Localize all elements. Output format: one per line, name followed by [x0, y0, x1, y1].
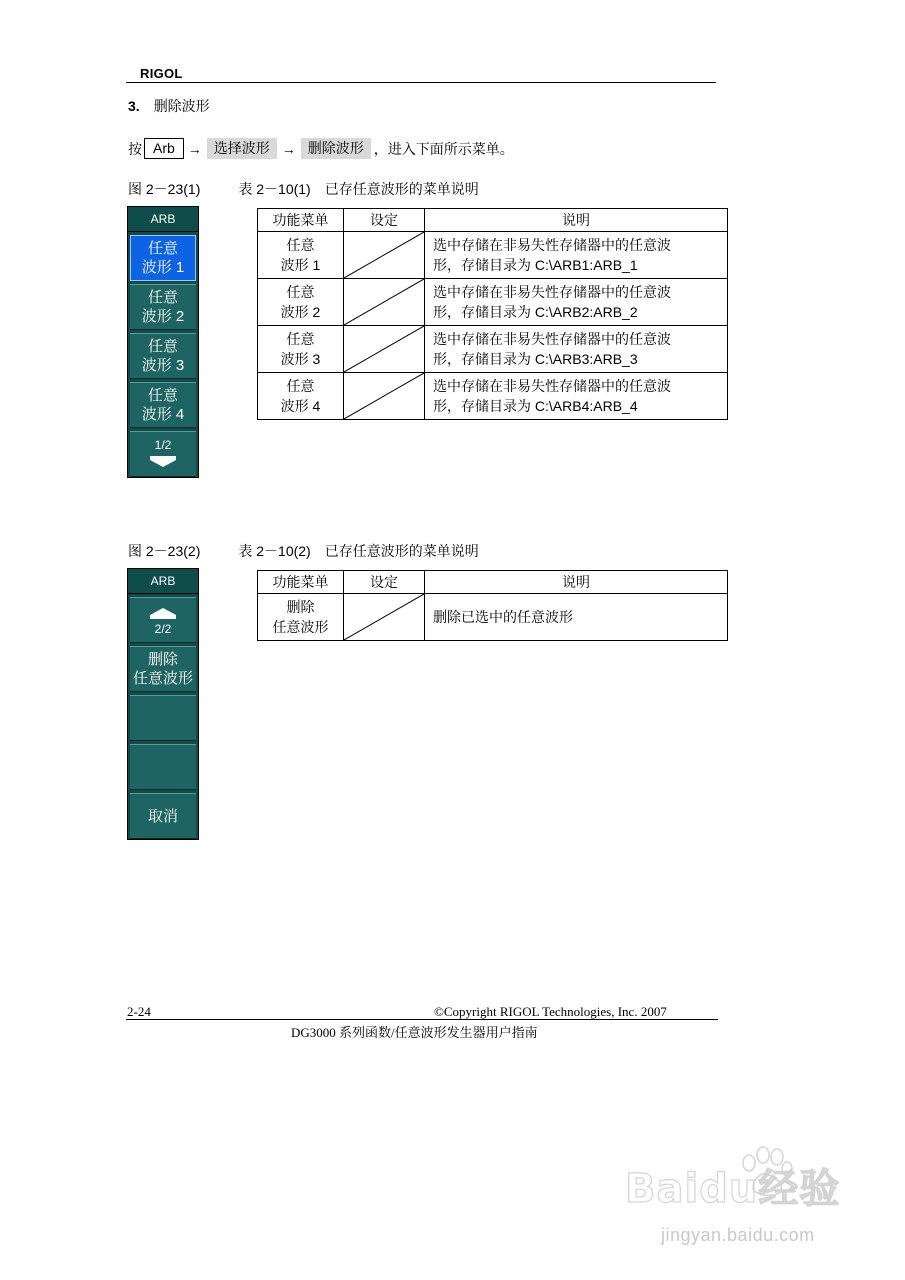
button-label: 取消: [147, 807, 178, 825]
setting-cell-empty: [344, 594, 425, 641]
instruction-suffix: ，进入下面所示菜单。: [373, 140, 514, 157]
menu-line: 波形 2: [280, 304, 321, 320]
menu2-cancel-button[interactable]: [130, 793, 196, 839]
table-row: [258, 373, 728, 420]
menu-line: 删除: [286, 599, 315, 615]
menu2-prev-page-button[interactable]: [130, 597, 196, 643]
header-setting: 设定: [344, 209, 425, 232]
desc-line: 选中存储在非易失性存储器中的任意波: [433, 331, 671, 347]
description-cell: 删除已选中的任意波形: [425, 594, 728, 641]
menu-line: 任意: [286, 284, 315, 300]
menu1-arb-waveform-4-button[interactable]: [130, 382, 196, 428]
menu-line: 任意: [286, 237, 315, 253]
copyright: ©Copyright RIGOL Technologies, Inc. 2007: [434, 1004, 667, 1019]
description-cell: [425, 373, 728, 420]
menu-description-table-1: [257, 208, 728, 420]
menu2-delete-waveform-button[interactable]: [130, 646, 196, 692]
description-cell: [425, 232, 728, 279]
header-rule: [126, 82, 716, 83]
diagonal-slash-icon: [344, 326, 424, 372]
diagonal-slash-icon: [344, 373, 424, 419]
watermark-logo: Baidu经验: [625, 1166, 841, 1212]
menu-line: 任意: [286, 331, 315, 347]
menu-description-table-2: [257, 570, 728, 641]
header-setting: 设定: [344, 571, 425, 594]
table2-title: 已存任意波形的菜单说明: [324, 543, 479, 559]
table-row: [258, 594, 728, 641]
description-cell: [425, 326, 728, 373]
footer-rule: [126, 1019, 718, 1020]
page-number: 2-24: [127, 1004, 151, 1019]
menu2-empty-slot-2: [130, 744, 196, 790]
diagonal-slash-icon: [344, 279, 424, 325]
desc-line: 形，存储目录为 C:\ARB4:ARB_4: [433, 398, 638, 414]
menu-line: 波形 1: [280, 257, 321, 273]
table-header-row: [258, 209, 728, 232]
arrow-right-icon: →: [187, 140, 202, 157]
menu2-page-indicator: 2/2: [154, 621, 172, 636]
menu1-arb-waveform-3-button[interactable]: [130, 333, 196, 379]
arrow-down-icon: [150, 452, 176, 470]
header-function-menu: 功能菜单: [258, 571, 344, 594]
menu-cell: [258, 326, 344, 373]
table-row: [258, 279, 728, 326]
button-label: 任意波形: [132, 670, 193, 687]
figure2-caption: 图 2－23(2): [128, 543, 201, 559]
table-row: [258, 326, 728, 373]
desc-line: 选中存储在非易失性存储器中的任意波: [433, 237, 671, 253]
brand-logo-text: RIGOL: [140, 66, 183, 81]
diagonal-slash-icon: [344, 594, 424, 640]
menu-cell: [258, 232, 344, 279]
delete-waveform-softkey: 删除波形: [301, 138, 371, 159]
menu-cell: [258, 373, 344, 420]
button-label: 波形 1: [141, 259, 185, 276]
menu1-title: ARB: [128, 207, 198, 232]
menu2-empty-slot-1: [130, 695, 196, 741]
button-label: 任意: [147, 338, 178, 355]
table-row: [258, 232, 728, 279]
desc-line: 形，存储目录为 C:\ARB1:ARB_1: [433, 257, 638, 273]
baidu-watermark: [625, 1145, 875, 1255]
section-number: 3.: [128, 98, 140, 114]
button-label: 波形 2: [141, 308, 185, 325]
table1-title: 已存任意波形的菜单说明: [324, 181, 479, 197]
menu1-page-indicator: 1/2: [154, 438, 172, 452]
button-label: 删除: [147, 651, 178, 668]
menu-line: 任意: [286, 378, 315, 394]
header-function-menu: 功能菜单: [258, 209, 344, 232]
select-waveform-softkey: 选择波形: [207, 138, 277, 159]
button-label: 任意: [147, 289, 178, 306]
menu-cell: [258, 279, 344, 326]
setting-cell-empty: [344, 326, 425, 373]
figure2-caption-line: [128, 541, 479, 561]
arrow-up-icon: [150, 605, 176, 622]
menu1-arb-waveform-2-button[interactable]: [130, 284, 196, 330]
watermark-url: jingyan.baidu.com: [661, 1225, 815, 1245]
header-description: 说明: [425, 209, 728, 232]
figure1-caption: 图 2－23(1): [128, 181, 201, 197]
menu-line: 波形 4: [280, 398, 321, 414]
menu-line: 波形 3: [280, 351, 321, 367]
diagonal-slash-icon: [344, 232, 424, 278]
button-label: 任意: [147, 240, 178, 257]
table1-caption: 表 2－10(1): [238, 181, 311, 197]
setting-cell-empty: [344, 373, 425, 420]
menu1-arb-waveform-1-button[interactable]: [130, 235, 196, 281]
desc-line: 形，存储目录为 C:\ARB2:ARB_2: [433, 304, 638, 320]
menu-cell: [258, 594, 344, 641]
button-label: 波形 3: [141, 357, 185, 374]
button-label: 波形 4: [141, 406, 185, 423]
instruction-line: [128, 138, 514, 159]
arrow-right-icon: →: [281, 140, 296, 157]
instruction-prefix: 按: [128, 140, 142, 157]
section-heading: [128, 96, 210, 116]
table2-caption: 表 2－10(2): [238, 543, 311, 559]
desc-line: 选中存储在非易失性存储器中的任意波: [433, 378, 671, 394]
desc-line: 选中存储在非易失性存储器中的任意波: [433, 284, 671, 300]
arb-key: Arb: [144, 138, 184, 159]
section-title: 删除波形: [153, 98, 210, 114]
desc-line: 形，存储目录为 C:\ARB3:ARB_3: [433, 351, 638, 367]
description-cell: [425, 279, 728, 326]
manual-title: DG3000 系列函数/任意波形发生器用户指南: [291, 1025, 538, 1040]
table-header-row: [258, 571, 728, 594]
header-description: 说明: [425, 571, 728, 594]
arb-menu-panel-2: [127, 568, 199, 840]
arb-menu-panel-1: [127, 206, 199, 478]
menu1-next-page-button[interactable]: [130, 431, 196, 477]
button-label: 任意: [147, 387, 178, 404]
menu-line: 任意波形: [272, 619, 329, 635]
setting-cell-empty: [344, 232, 425, 279]
figure1-caption-line: [128, 179, 479, 199]
setting-cell-empty: [344, 279, 425, 326]
menu2-title: ARB: [128, 569, 198, 594]
